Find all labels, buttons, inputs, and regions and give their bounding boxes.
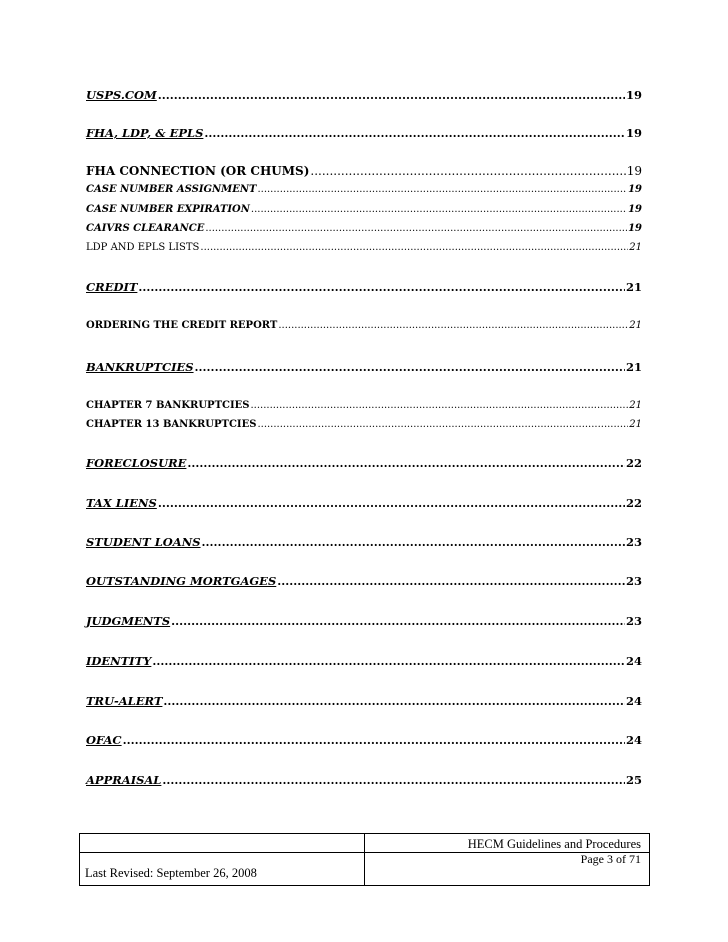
leader-dots xyxy=(202,535,625,549)
leader-dots xyxy=(187,456,625,470)
footer-page-number: Page 3 of 71 xyxy=(580,852,641,866)
footer-document-title: HECM Guidelines and Procedures xyxy=(467,837,641,851)
leader-dots xyxy=(251,204,627,215)
page-footer xyxy=(79,833,650,886)
leader-dots xyxy=(195,360,625,374)
toc-entry-student-loans[interactable]: STUDENT LOANS ..... 23 xyxy=(86,535,642,549)
toc-entry-foreclosure[interactable]: FORECLOSURE ..... 22 xyxy=(86,456,642,470)
leader-dots xyxy=(138,280,625,294)
toc-entry-identity[interactable]: IDENTITY ..... 24 xyxy=(86,654,642,668)
footer-last-revised: Last Revised: September 26, 2008 xyxy=(85,866,257,880)
leader-dots xyxy=(278,320,628,331)
footer-divider-vertical xyxy=(364,834,365,885)
leader-dots xyxy=(162,773,625,787)
leader-dots xyxy=(204,126,625,140)
leader-dots xyxy=(257,184,627,195)
toc-entry-tru-alert[interactable]: TRU-ALERT ..... 24 xyxy=(86,694,642,708)
toc-entry-fha-connection[interactable]: FHA CONNECTION (OR CHUMS) ..... 19 xyxy=(86,164,642,178)
toc-entry-caivrs-clearance[interactable]: CAIVRS CLEARANCE ..... 19 xyxy=(86,223,642,234)
toc-entry-fha-ldp-epls[interactable]: FHA, LDP, & EPLS ..... 19 xyxy=(86,126,642,140)
toc-entry-ldp-epls-lists[interactable]: LDP AND EPLS LISTS ..... 21 xyxy=(86,242,642,253)
toc-entry-outstanding-mortgages[interactable]: OUTSTANDING MORTGAGES ..... 23 xyxy=(86,574,642,588)
toc-entry-usps[interactable]: USPS.COM ..... 19 xyxy=(86,88,642,102)
leader-dots xyxy=(163,694,625,708)
toc-entry-case-number-assignment[interactable]: CASE NUMBER ASSIGNMENT ..... 19 xyxy=(86,184,642,195)
leader-dots xyxy=(158,496,625,510)
leader-dots xyxy=(277,574,625,588)
leader-dots xyxy=(152,654,625,668)
toc-entry-ordering-credit-report[interactable]: ORDERING THE CREDIT REPORT ..... 21 xyxy=(86,320,642,331)
leader-dots xyxy=(257,419,628,430)
toc-entry-appraisal[interactable]: APPRAISAL ..... 25 xyxy=(86,773,642,787)
leader-dots xyxy=(200,242,628,253)
toc-entry-ofac[interactable]: OFAC ..... 24 xyxy=(86,733,642,747)
toc-entry-chapter-7[interactable]: CHAPTER 7 BANKRUPTCIES ..... 21 xyxy=(86,400,642,411)
leader-dots xyxy=(171,614,625,628)
leader-dots xyxy=(205,223,627,234)
toc-entry-credit[interactable]: CREDIT ..... 21 xyxy=(86,280,642,294)
leader-dots xyxy=(251,400,629,411)
toc-entry-tax-liens[interactable]: TAX LIENS ..... 22 xyxy=(86,496,642,510)
toc-entry-bankruptcies[interactable]: BANKRUPTCIES ..... 21 xyxy=(86,360,642,374)
leader-dots xyxy=(123,733,625,747)
toc-entry-judgments[interactable]: JUDGMENTS ..... 23 xyxy=(86,614,642,628)
leader-dots xyxy=(158,88,625,102)
leader-dots xyxy=(310,164,625,178)
toc-entry-case-number-expiration[interactable]: CASE NUMBER EXPIRATION ..... 19 xyxy=(86,204,642,215)
toc-entry-chapter-13[interactable]: CHAPTER 13 BANKRUPTCIES ..... 21 xyxy=(86,419,642,430)
